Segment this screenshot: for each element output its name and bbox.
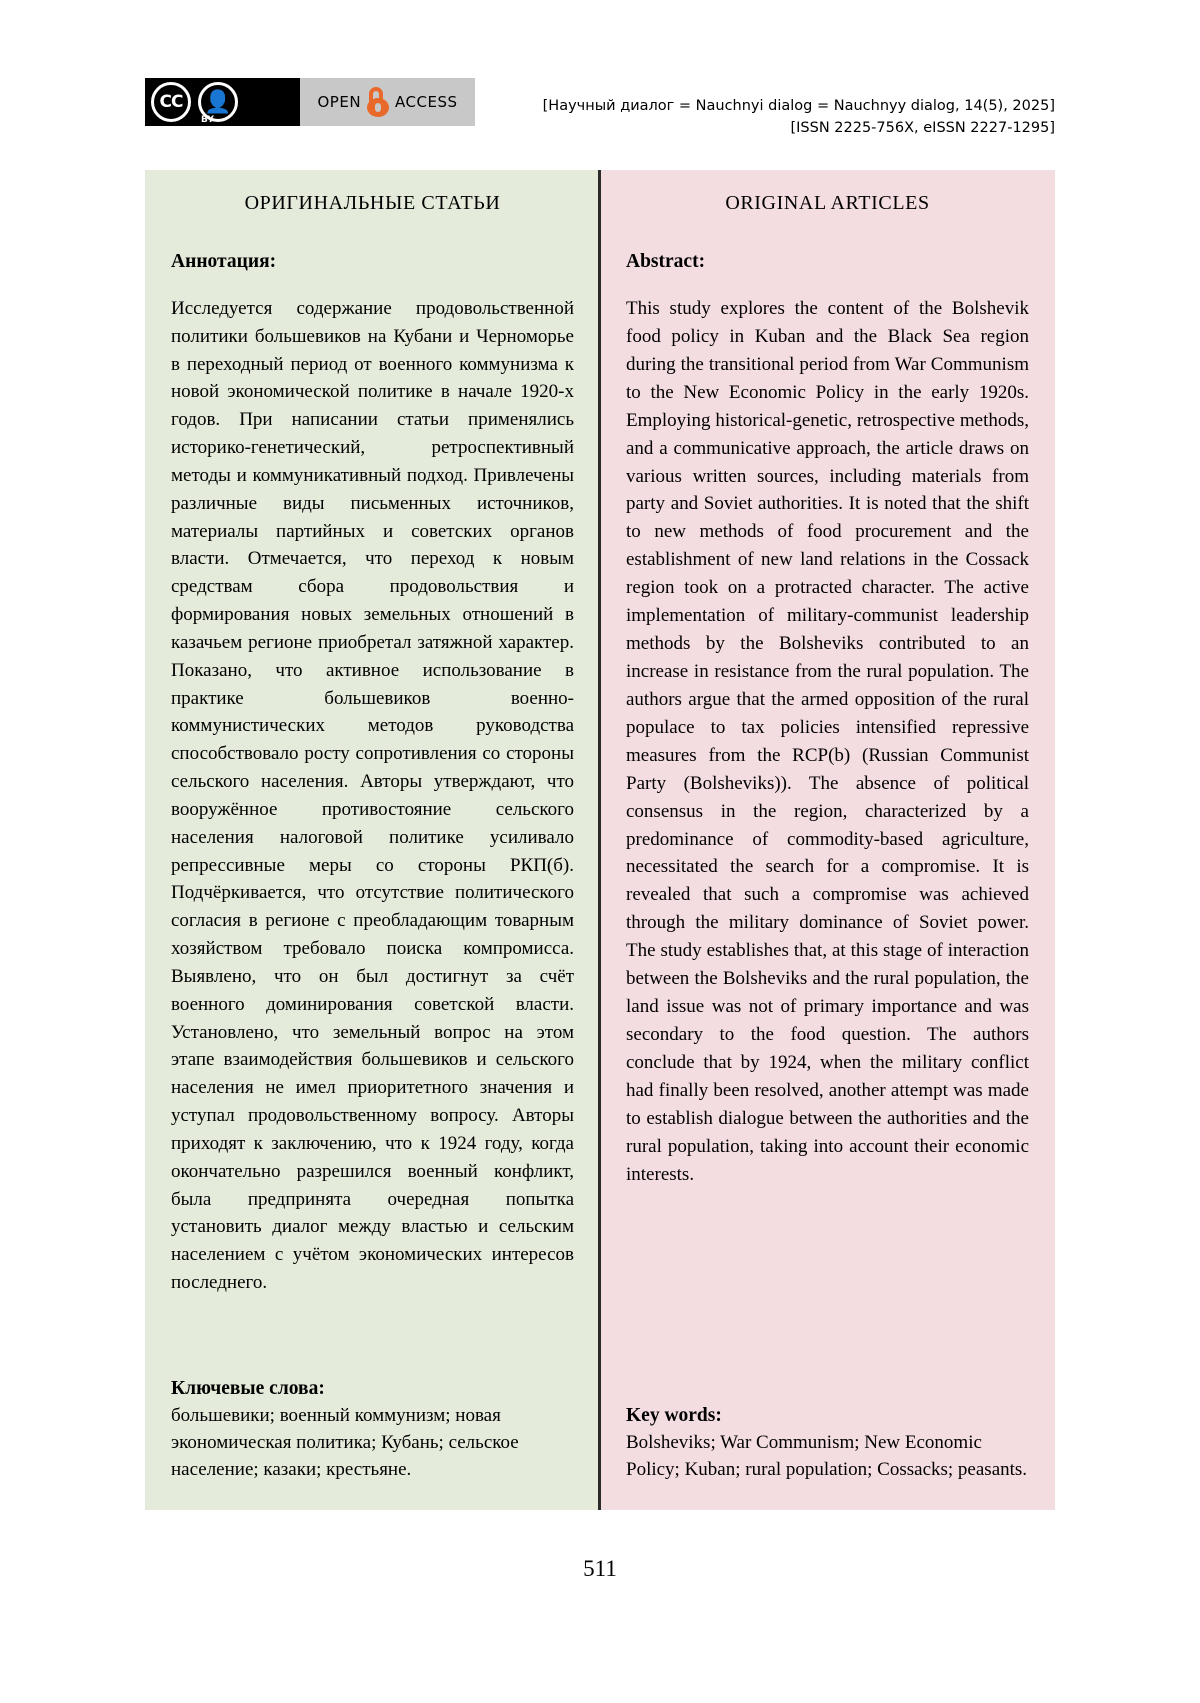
- russian-abstract-text: Исследуется содержание продовольственной политики большевиков на Кубани и Черноморье в переходный период от военного коммунизма к новой экономической политике в начале 1920-х годов. При написании статьи применялись историко-генетический, ретроспективный методы и коммуникативный подход. Привлечены различные виды письменных источников, материалы партийных и советских органов власти. Отмечается, что переход к новым средствам сбора продовольствия и формирования новых земельных отношений в казачьем регионе приобретал затяжной характер. Показано, что активное использование в практике большевиков военно-коммунистических методов руководства способствовало росту сопротивления со стороны сельского населения. Авторы утверждают, что вооружённое противостояние сельского населения налоговой политике усиливало репрессивные меры со стороны РКП(б). Подчёркивается, что отсутствие политического согласия в регионе с преобладающим товарным хозяйством требовало поиска компромисса. Выявлено, что он был достигнут за счёт военного доминирования советской власти. Установлено, что земельный вопрос на этом этапе взаимодействия большевиков и сельского населения не имел приоритетного значения и уступал продовольственному вопросу. Авторы приходят к заключению, что к 1924 году, когда окончательно разрешился военный конфликт, была предпринята очередная попытка установить диалог между властью и сельским населением с учётом экономических интересов последнего.: [171, 298, 574, 1293]
- page-header: [145, 78, 1055, 138]
- column-divider: [598, 170, 601, 1510]
- english-abstract-label: Abstract:: [626, 251, 706, 272]
- journal-citation-line-1: [Научный диалог = Nauchnyi dialog = Nauchnyy dialog, 14(5), 2025]: [542, 98, 1055, 114]
- license-badges: [145, 78, 475, 126]
- cc-by-label: BY: [201, 115, 214, 125]
- english-section-title: ORIGINAL ARTICLES: [725, 192, 930, 214]
- open-lock-icon: [367, 87, 389, 117]
- russian-section-title: ОРИГИНАЛЬНЫЕ СТАТЬИ: [244, 192, 501, 214]
- russian-keywords-block: [171, 1378, 574, 1484]
- russian-keywords-label: Ключевые слова:: [171, 1378, 325, 1400]
- cc-icon: [151, 82, 191, 122]
- creative-commons-badge: [145, 78, 300, 126]
- journal-citation-line-2: [ISSN 2225-756X, eISSN 2227-1295]: [790, 119, 1055, 136]
- russian-column: [145, 170, 600, 1510]
- russian-abstract-label: Аннотация:: [171, 251, 277, 272]
- english-abstract-text: This study explores the content of the Bolshevik food policy in Kuban and the Black Sea region during the transitional period from War Communism to the New Economic Policy in the early 1920s. Employing historical-genetic, retrospective methods, and a communicative approach, the article draws on various written sources, including materials from party and Soviet authorities. It is noted that the shift to new methods of food procurement and the establishment of new land relations in the Cossack region took on a protracted character. The active implementation of military-communist leadership methods by the Bolsheviks contributed to an increase in resistance from the rural population. The authors argue that the armed opposition of the rural populace to tax policies intensified repressive measures from the RCP(b) (Russian Communist Party (Bolsheviks)). The absence of political consensus in the region, characterized by a predominance of commodity-based agriculture, necessitated the search for a compromise. It is revealed that such a compromise was achieved through the military dominance of Soviet power. The study establishes that, at this stage of interaction between the Bolsheviks and the rural population, the land issue was not of primary importance and was secondary to the food question. The authors conclude that by 1924, when the military conflict had finally been resolved, another attempt was made to establish dialogue between the authorities and the rural population, taking into account their economic interests.: [626, 298, 1029, 1185]
- english-keywords-block: [626, 1405, 1029, 1484]
- english-column: [600, 170, 1055, 1510]
- open-access-badge: [300, 78, 475, 126]
- english-keywords-label: Key words:: [626, 1405, 722, 1427]
- russian-keywords-text: большевики; военный коммунизм; новая экономическая политика; Кубань; сельское население; казаки; крестьяне.: [171, 1405, 519, 1481]
- english-keywords-text: Bolsheviks; War Communism; New Economic Policy; Kuban; rural population; Cossacks; peasants.: [626, 1432, 1028, 1481]
- open-access-open-label: OPEN: [317, 93, 362, 111]
- journal-citation: [543, 96, 1055, 140]
- open-access-access-label: ACCESS: [395, 93, 458, 111]
- cc-icon-label: CC: [159, 92, 183, 112]
- by-person-icon: 👤: [198, 82, 238, 122]
- page-number: 511: [583, 1556, 617, 1581]
